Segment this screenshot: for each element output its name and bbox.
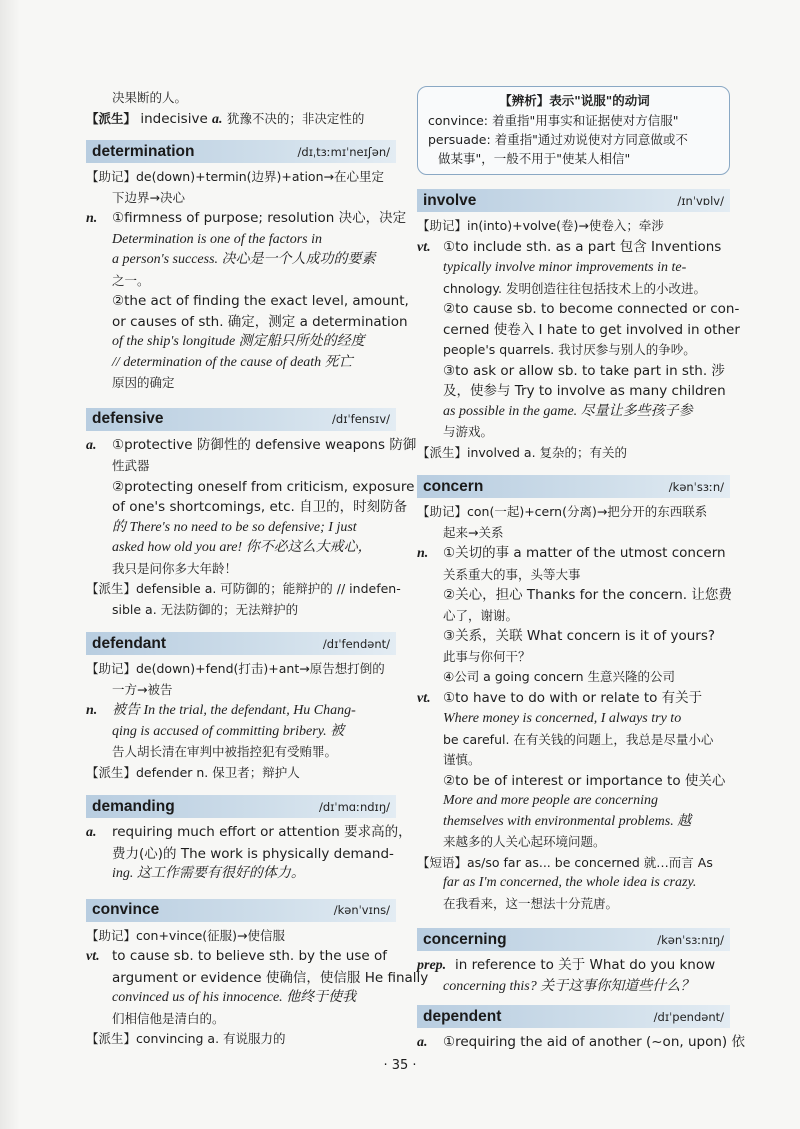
right-column: 【辨析】表示"说服"的动词 convince: 着重指"用事实和证据使对方信服" persuade: 着重指"通过劝说使对方同意做或不 做某事"，一般不用于"使某人相信" involve /ɪnˈvɒlv/ 【助记】in(into)+volve(卷)→使卷入；牵涉 vt. ①to include sth. as a part 包含 Inventions typically involve minor improvements in te- chnology. 发明创造往往包括技术上的小改进。 ②to cause sb. to become connected or con- cerned 使卷入 I hate to get involved in other people's quarrels. 我讨厌参与别人的争吵。 ③to ask or allow sb. to take part in sth. 涉 及，使参与 Try to involve as many children as possible in the game. 尽量让多些孩子参 与游戏。 【派生】involved a. 复杂的；有关的 concern /kənˈsɜːn/ 【助记】con(一起)+cern(分离)→把分开的东西联系 起来→关系 n. ①关切的事 a matter of the utmost concern 关系重大的事，头等大事 ②关心，担心 Thanks for the concern. 让您费 心了，谢谢。 ③关系，关联 What concern is it of yours? 此事与你何干？ ④公司 a going concern 生意兴隆的公司 vt. ①to have to do with or relate to 有关于 Where money is concerned, I always try to be careful. 在有关钱的问题上，我总是尽量小心 谨慎。 ②to be of interest or importance to 使关心 More and more people are concerning themselves with environmental problems. 越 来越多的人关心起环境问题。 【短语】as/so far as... be concerned 就…而言 As far as I'm concerned, the whole idea is crazy. 在我看来，这一想法十分荒唐。 concerning /kənˈsɜːnɪŋ/ prep. in reference to 关于 What do you know concerning this? 关于这事你知道些什么？ dependent /dɪˈpendənt/ a. ①requiring the aid of another (~on, upon) 依 [417, 86, 730, 1054]
page-edge-shadow [0, 0, 20, 1129]
entry-header-demanding: demanding /dɪˈmɑːndɪŋ/ [86, 795, 396, 818]
entry-header-determination: determination /dɪˌtɜːmɪˈneɪʃən/ [86, 140, 396, 163]
analysis-box: 【辨析】表示"说服"的动词 convince: 着重指"用事实和证据使对方信服" persuade: 着重指"通过劝说使对方同意做或不 做某事"，一般不用于"使某人相信" [417, 86, 730, 175]
entry-header-concern: concern /kənˈsɜːn/ [417, 475, 730, 498]
page-number: · 35 · [383, 1058, 417, 1073]
entry-header-involve: involve /ɪnˈvɒlv/ [417, 189, 730, 212]
entry-header-convince: convince /kənˈvɪns/ [86, 899, 396, 922]
intro-line: 决果断的人。 [112, 90, 188, 105]
intro-derived: 【派生】 indecisive a. 犹豫不决的；非决定性的 [86, 110, 365, 127]
entry-header-concerning: concerning /kənˈsɜːnɪŋ/ [417, 928, 730, 951]
entry-header-defendant: defendant /dɪˈfendənt/ [86, 632, 396, 655]
entry-header-dependent: dependent /dɪˈpendənt/ [417, 1005, 730, 1028]
left-column: 决果断的人。 【派生】 indecisive a. 犹豫不决的；非决定性的 determination /dɪˌtɜːmɪˈneɪʃən/ 【助记】de(down)+termin(边界)+ation→在心里定 下边界→决心 n. ①firmness of purpose; resolution 决心，决定 Determination is one of the factors in a person's success. 决心是一个人成功的要素 之一。 ②the act of finding the exact level, amount, or causes of sth. 确定，测定 a determination of the ship's longitude 测定船只所处的经度 // determination of the cause of death 死亡 原因的确定 defensive /dɪˈfensɪv/ a. ①protective 防御性的 defensive weapons 防御 性武器 ②protecting oneself from criticism, exposure of one's shortcomings, etc. 自卫的，时刻防备 的 There's no need to be so defensive; I just asked how old you are! 你不必这么大戒心， 我只是问你多大年龄！ 【派生】defensible a. 可防御的；能辩护的 // indefen- sible a. 无法防御的；无法辩护的 defendant /dɪˈfendənt/ 【助记】de(down)+fend(打击)+ant→原告想打倒的 一方→被告 n. 被告 In the trial, the defendant, Hu Chang- qing is accused of committing bribery. 被 告人胡长清在审判中被指控犯有受贿罪。 【派生】defender n. 保卫者；辩护人 demanding /dɪˈmɑːndɪŋ/ a. requiring much effort or attention 要求高的， 费力(心)的 The work is physically demand- ing. 这工作需要有很好的体力。 convince /kənˈvɪns/ 【助记】con+vince(征服)→使信服 vt. to cause sb. to believe sth. by the use of argument or evidence 使确信，使信服 He finally convinced us of his innocence. 他终于使我 们相信他是清白的。 【派生】convincing a. 有说服力的 [86, 90, 429, 1046]
entry-header-defensive: defensive /dɪˈfensɪv/ [86, 408, 396, 431]
